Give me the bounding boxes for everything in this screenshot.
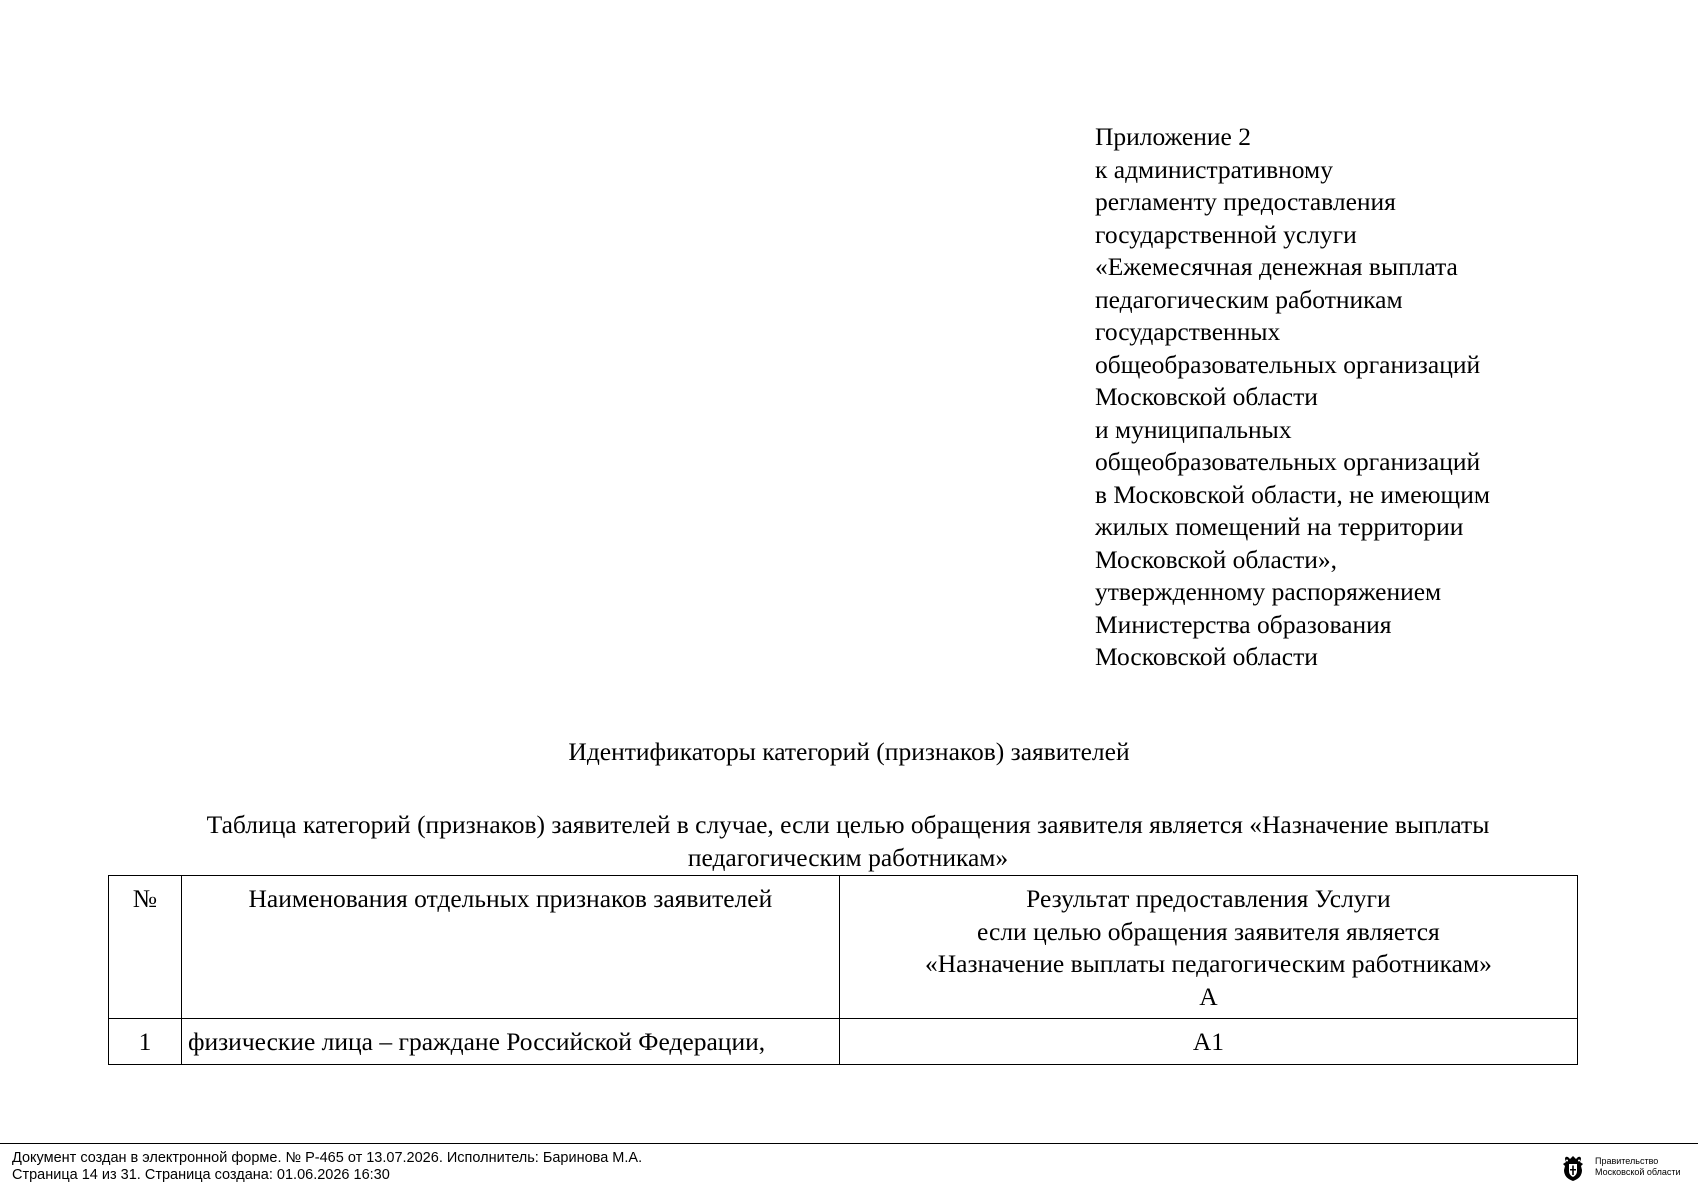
footer-line: Документ создан в электронной форме. № Р-465 от 13.07.2026. Исполнитель: Баринова М.А. (12, 1150, 643, 1166)
logo-caption (1595, 1156, 1681, 1178)
appendix-line: жилых помещений на территории (1095, 512, 1464, 541)
appendix-line: государственной услуги (1095, 219, 1357, 249)
appendix-line: государственных (1095, 317, 1281, 346)
table-caption-line: педагогическим работникам» (687, 843, 1009, 872)
appendix-line: Московской области (1095, 382, 1318, 411)
categories-table (108, 875, 1578, 1065)
header-result-line: если целью обращения заявителя является (977, 916, 1440, 946)
appendix-line: Московской области», (1095, 544, 1338, 574)
table-caption (120, 808, 1576, 874)
logo-line: Московской области (1595, 1167, 1681, 1177)
header-result-line: Результат предоставления Услуги (1026, 884, 1391, 913)
footer (12, 1150, 642, 1184)
appendix-line: педагогическим работникам (1095, 284, 1403, 314)
appendix-header (1095, 121, 1615, 674)
appendix-line: общеобразовательных организаций (1095, 447, 1481, 476)
footer-line: Страница 14 из 31. Страница создана: 01.06.2026 16:30 (12, 1167, 390, 1183)
logo-line: Правительство (1595, 1156, 1659, 1166)
appendix-line: Приложение 2 (1095, 122, 1251, 151)
row-number: 1 (109, 1019, 182, 1065)
appendix-line: Московской области (1095, 642, 1318, 671)
appendix-line: «Ежемесячная денежная выплата (1095, 252, 1458, 281)
header-name: Наименования отдельных признаков заявителей (181, 876, 839, 1019)
header-number: № (109, 876, 182, 1019)
header-result (839, 876, 1577, 1019)
appendix-line: утвержденному распоряжением (1095, 577, 1442, 606)
section-title: Идентификаторы категорий (признаков) заявителей (568, 737, 1130, 766)
header-result-line: А (1199, 981, 1218, 1011)
appendix-line: к административному (1095, 154, 1333, 184)
row-code: А1 (839, 1019, 1577, 1065)
appendix-line: Министерства образования (1095, 609, 1392, 639)
footer-divider (0, 1143, 1698, 1144)
coat-of-arms-icon (1558, 1153, 1588, 1183)
appendix-line: в Московской области, не имеющим (1095, 479, 1490, 509)
row-name: физические лица – граждане Российской Федерации, (181, 1019, 839, 1065)
table-caption-line: Таблица категорий (признаков) заявителей в случае, если целью обращения заявителя является «Назначение выплаты (206, 810, 1490, 839)
government-logo (1558, 1152, 1694, 1186)
appendix-line: и муниципальных (1095, 414, 1292, 444)
table-row (109, 1019, 1578, 1065)
appendix-line: общеобразовательных организаций (1095, 349, 1481, 379)
table-header-row (109, 876, 1578, 1019)
header-result-line: «Назначение выплаты педагогическим работникам» (925, 949, 1492, 978)
appendix-line: регламенту предоставления (1095, 187, 1396, 216)
